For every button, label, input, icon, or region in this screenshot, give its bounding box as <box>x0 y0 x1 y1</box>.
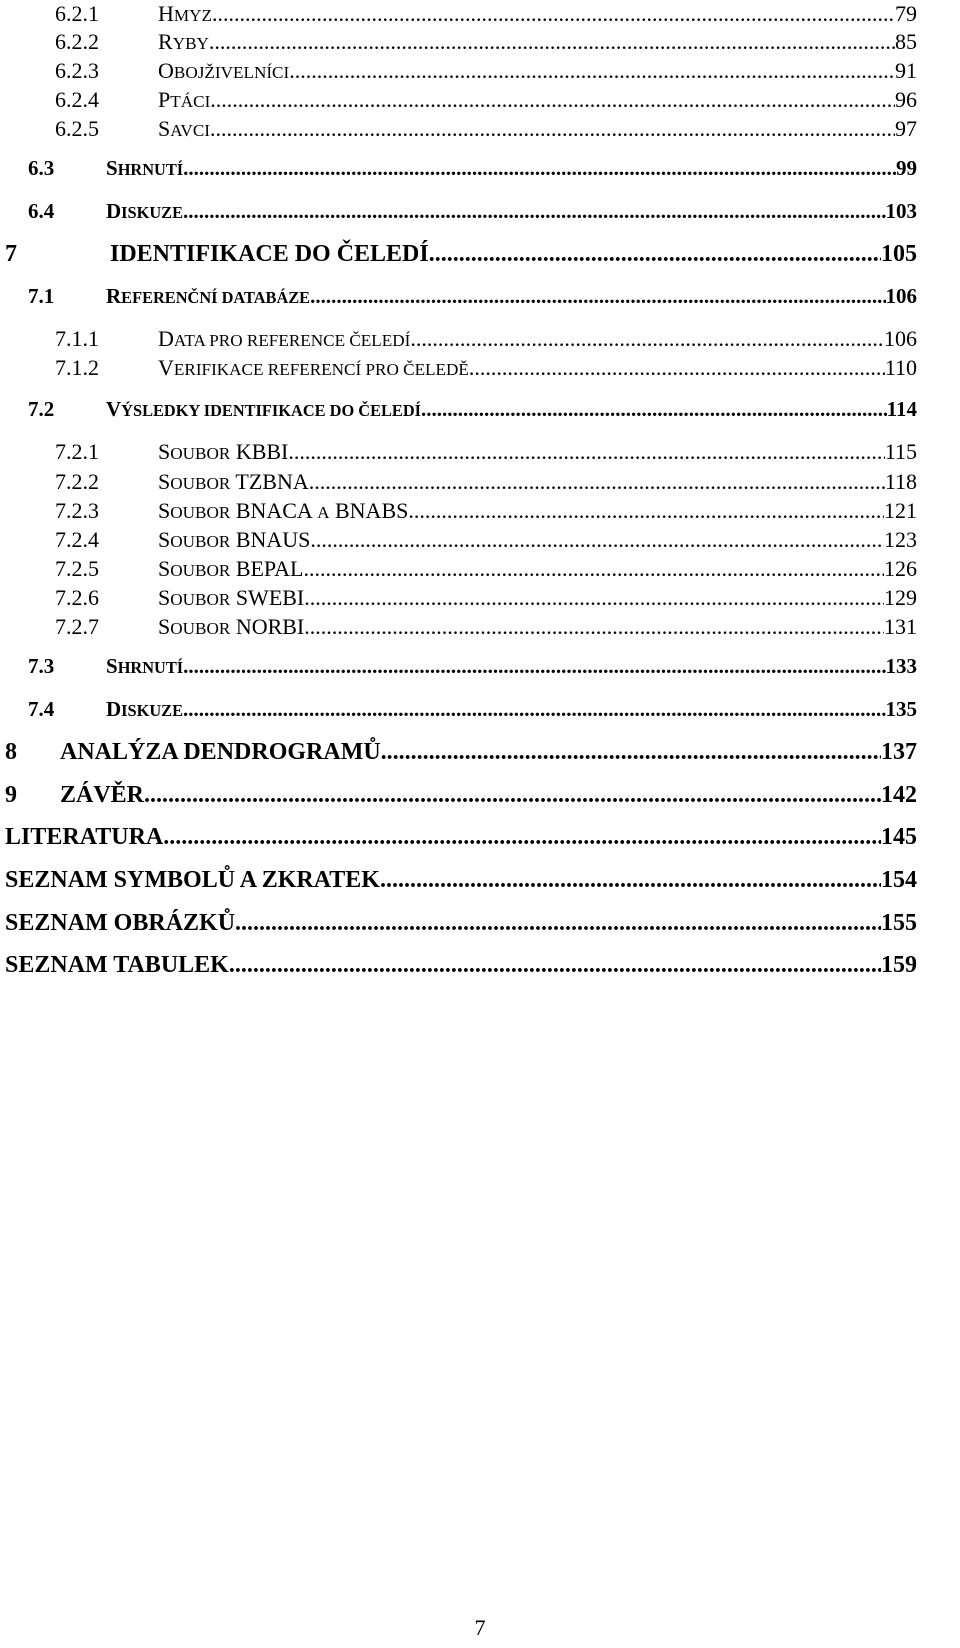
toc-page-number: 129 <box>884 585 917 610</box>
toc-page-number: 96 <box>895 87 917 112</box>
toc-leader-dots <box>421 399 887 420</box>
toc-leader-dots <box>210 89 895 111</box>
toc-leader-dots <box>183 699 886 720</box>
toc-leader-dots <box>310 286 885 307</box>
toc-page-number: 155 <box>881 910 917 936</box>
toc-number: 7.4 <box>28 697 55 721</box>
toc-title: ANALÝZA DENDROGRAMŮ <box>60 739 381 765</box>
toc-title: DISKUZE <box>106 199 183 223</box>
toc-page-number: 91 <box>895 58 917 83</box>
toc-number: 7.2.1 <box>55 439 99 464</box>
toc-entry-7-2-3[interactable] <box>55 500 917 522</box>
toc-title: SOUBOR SWEBI <box>158 585 305 610</box>
toc-leader-dots <box>310 529 884 551</box>
toc-entry-6-2-1[interactable] <box>55 3 917 25</box>
page-number-footer: 7 <box>474 1615 486 1640</box>
toc-title: LITERATURA <box>5 824 164 850</box>
toc-page-number: 159 <box>881 952 917 978</box>
toc-leader-dots <box>309 471 885 493</box>
toc-title: REFERENČNÍ DATABÁZE <box>106 284 311 308</box>
toc-entry-7-1-1[interactable] <box>55 328 917 350</box>
toc-page-number: 105 <box>881 241 917 267</box>
toc-page-number: 103 <box>885 199 917 223</box>
toc-number: 6.2.1 <box>55 1 99 26</box>
toc-page-number: 115 <box>884 439 917 464</box>
toc-title: RYBY <box>158 29 209 54</box>
toc-entry-7-4[interactable] <box>28 699 917 720</box>
toc-entry-6-3[interactable] <box>28 158 917 179</box>
toc-leader-dots <box>210 118 895 140</box>
toc-leader-dots <box>304 587 884 609</box>
toc-entry-6-2-2[interactable] <box>55 31 917 53</box>
toc-leader-dots <box>304 616 884 638</box>
toc-entry-7-2[interactable] <box>28 399 917 420</box>
toc-leader-dots <box>235 911 881 935</box>
toc-title: OBOJŽIVELNÍCI <box>158 58 290 83</box>
toc-page-number: 126 <box>884 556 917 581</box>
toc-entry-7-1-2[interactable] <box>55 357 917 379</box>
toc-number: 7 <box>5 241 17 267</box>
toc-page-number: 106 <box>884 326 917 351</box>
toc-title: HMYZ <box>158 1 213 26</box>
toc-title: SEZNAM TABULEK <box>5 952 229 978</box>
toc-title: PTÁCI <box>158 87 211 112</box>
toc-page-number: 145 <box>881 824 917 850</box>
toc-number: 7.2.5 <box>55 556 99 581</box>
toc-leader-dots <box>144 783 881 807</box>
toc-title: SHRNUTÍ <box>106 156 184 180</box>
toc-number: 6.2.4 <box>55 87 99 112</box>
toc-leader-dots <box>381 740 881 764</box>
toc-leader-dots <box>183 158 896 179</box>
toc-entry-literatura[interactable] <box>5 825 917 849</box>
toc-number: 6.3 <box>28 156 55 180</box>
toc-number: 7.1.1 <box>55 326 99 351</box>
toc-page-number: 133 <box>885 654 917 678</box>
toc-entry-9[interactable] <box>5 783 917 807</box>
toc-page-number: 121 <box>884 498 917 523</box>
toc-entry-7-2-5[interactable] <box>55 558 917 580</box>
toc-page-number: 118 <box>884 469 917 494</box>
toc-title: IDENTIFIKACE DO ČELEDÍ <box>110 241 429 267</box>
toc-number: 7.2.6 <box>55 585 99 610</box>
toc-number: 7.2.3 <box>55 498 99 523</box>
toc-leader-dots <box>209 31 895 53</box>
toc-leader-dots <box>288 441 884 463</box>
toc-leader-dots <box>183 201 886 222</box>
toc-entry-7-2-2[interactable] <box>55 471 917 493</box>
toc-entry-7-2-1[interactable] <box>55 441 917 463</box>
toc-entry-7-3[interactable] <box>28 656 917 677</box>
toc-leader-dots <box>229 953 881 977</box>
toc-title: VERIFIKACE REFERENCÍ PRO ČELEDĚ <box>158 355 469 380</box>
toc-page-number: 114 <box>886 397 917 421</box>
toc-number: 7.3 <box>28 654 55 678</box>
toc-number: 7.1.2 <box>55 355 99 380</box>
toc-leader-dots <box>469 357 885 379</box>
toc-leader-dots <box>163 825 881 849</box>
toc-title: SOUBOR KBBI <box>158 439 289 464</box>
toc-page-number: 85 <box>895 29 917 54</box>
toc-entry-6-2-3[interactable] <box>55 60 917 82</box>
toc-leader-dots <box>183 656 885 677</box>
toc-number: 6.4 <box>28 199 55 223</box>
toc-entry-7-2-4[interactable] <box>55 529 917 551</box>
toc-title: ZÁVĚR <box>60 782 145 808</box>
toc-page-number: 106 <box>885 284 917 308</box>
toc-number: 8 <box>5 739 17 765</box>
toc-entry-8[interactable] <box>5 740 917 764</box>
toc-entry-7[interactable] <box>5 242 917 266</box>
toc-title: SOUBOR BEPAL <box>158 556 304 581</box>
toc-page-number: 154 <box>881 867 917 893</box>
toc-entry-seznam-obrazku[interactable] <box>5 911 917 935</box>
toc-leader-dots <box>410 328 884 350</box>
toc-number: 7.2.2 <box>55 469 99 494</box>
toc-title: SOUBOR TZBNA <box>158 469 309 494</box>
toc-title: SOUBOR BNACA A BNABS <box>158 498 409 523</box>
toc-title: DISKUZE <box>106 697 183 721</box>
toc-title: SOUBOR NORBI <box>158 614 305 639</box>
toc-entry-seznam-symbolu[interactable] <box>5 868 917 892</box>
toc-number: 7.2 <box>28 397 55 421</box>
toc-title: SEZNAM SYMBOLŮ A ZKRATEK <box>5 867 380 893</box>
toc-title: SOUBOR BNAUS <box>158 527 311 552</box>
toc-page-number: 142 <box>881 782 917 808</box>
toc-page-number: 79 <box>895 1 917 26</box>
toc-page-number: 137 <box>881 739 917 765</box>
toc-title: SEZNAM OBRÁZKŮ <box>5 910 236 936</box>
toc-number: 6.2.3 <box>55 58 99 83</box>
toc-number: 7.2.7 <box>55 614 99 639</box>
toc-leader-dots <box>429 242 881 266</box>
toc-number: 7.1 <box>28 284 55 308</box>
toc-number: 7.2.4 <box>55 527 99 552</box>
toc-page-number: 123 <box>884 527 917 552</box>
toc-entry-6-4[interactable] <box>28 201 917 222</box>
toc-leader-dots <box>380 868 881 892</box>
toc-entry-6-2-4[interactable] <box>55 89 917 111</box>
toc-title: VÝSLEDKY IDENTIFIKACE DO ČELEDÍ <box>106 397 422 421</box>
toc-number: 6.2.2 <box>55 29 99 54</box>
toc-page-number: 99 <box>896 156 917 180</box>
toc-page-number: 110 <box>884 355 917 380</box>
toc-page-number: 131 <box>884 614 917 639</box>
toc-leader-dots <box>408 500 884 522</box>
toc-entry-7-1[interactable] <box>28 286 917 307</box>
toc-title: SAVCI <box>158 116 210 141</box>
toc-entry-7-2-6[interactable] <box>55 587 917 609</box>
toc-entry-6-2-5[interactable] <box>55 118 917 140</box>
toc-number: 9 <box>5 782 17 808</box>
toc-number: 6.2.5 <box>55 116 99 141</box>
toc-entry-7-2-7[interactable] <box>55 616 917 638</box>
toc-leader-dots <box>289 60 895 82</box>
toc-entry-seznam-tabulek[interactable] <box>5 953 917 977</box>
toc-leader-dots <box>303 558 884 580</box>
toc-leader-dots <box>212 3 895 25</box>
toc-title: DATA PRO REFERENCE ČELEDÍ <box>158 326 411 351</box>
toc-page-number: 135 <box>885 697 917 721</box>
toc-title: SHRNUTÍ <box>106 654 184 678</box>
toc-page-number: 97 <box>895 116 917 141</box>
